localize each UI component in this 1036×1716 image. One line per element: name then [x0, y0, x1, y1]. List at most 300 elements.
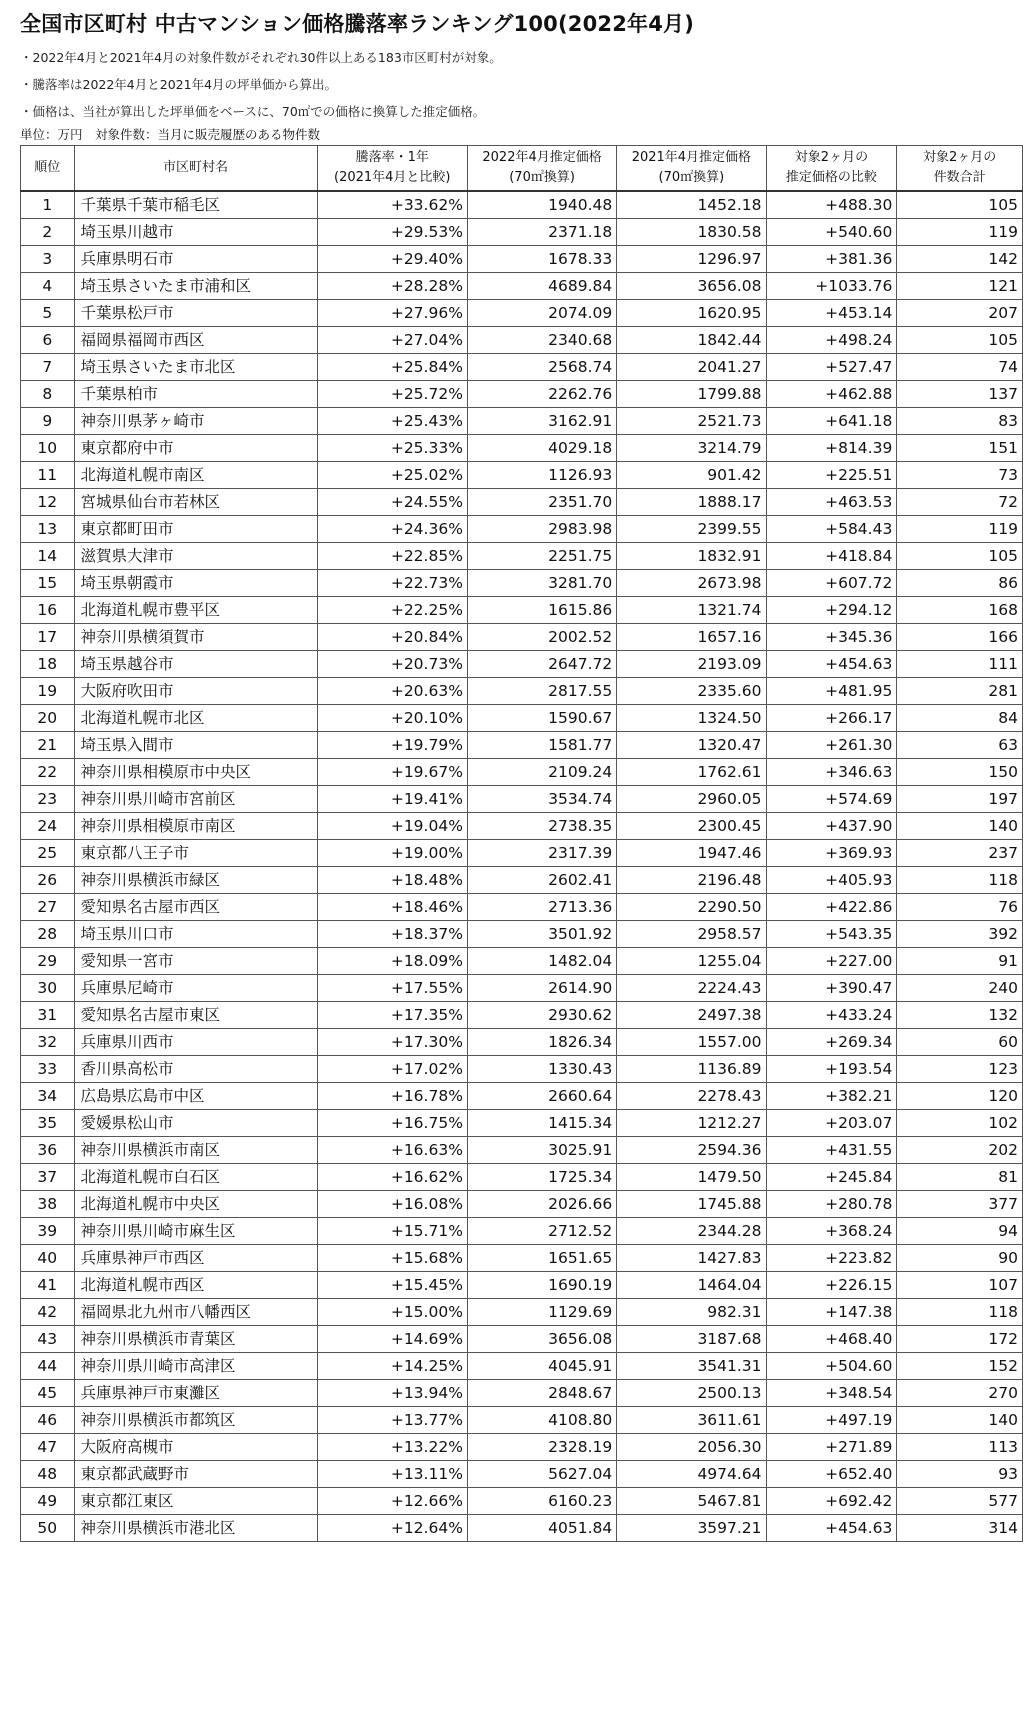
header-text-line: 2021年4月推定価格 [631, 150, 752, 165]
table-row [21, 1407, 1023, 1434]
price-2021-cell: 1452.18 [617, 191, 766, 219]
table-row [21, 354, 1023, 381]
municipality-cell: 神奈川県相模原市南区 [74, 813, 317, 840]
rank-cell: 28 [21, 921, 75, 948]
price-2022-cell: 1678.33 [467, 246, 616, 273]
municipality-cell: 千葉県松戸市 [74, 300, 317, 327]
municipality-cell: 兵庫県明石市 [74, 246, 317, 273]
price-2021-cell: 2594.36 [617, 1137, 766, 1164]
price-2022-cell: 1129.69 [467, 1299, 616, 1326]
price-diff-cell: +454.63 [766, 651, 897, 678]
municipality-cell: 兵庫県川西市 [74, 1029, 317, 1056]
table-row [21, 1326, 1023, 1353]
change-rate-cell: +16.78% [317, 1083, 467, 1110]
municipality-cell: 東京都府中市 [74, 435, 317, 462]
change-rate-cell: +22.73% [317, 570, 467, 597]
rank-cell: 12 [21, 489, 75, 516]
table-row [21, 1164, 1023, 1191]
price-2021-cell: 1832.91 [617, 543, 766, 570]
price-2022-cell: 2262.76 [467, 381, 616, 408]
price-2022-cell: 1826.34 [467, 1029, 616, 1056]
rank-cell: 25 [21, 840, 75, 867]
price-2022-cell: 2930.62 [467, 1002, 616, 1029]
price-diff-cell: +497.19 [766, 1407, 897, 1434]
table-row [21, 246, 1023, 273]
municipality-cell: 兵庫県神戸市西区 [74, 1245, 317, 1272]
price-2022-cell: 2002.52 [467, 624, 616, 651]
price-2021-cell: 1745.88 [617, 1191, 766, 1218]
municipality-cell: 千葉県柏市 [74, 381, 317, 408]
table-row [21, 678, 1023, 705]
price-2022-cell: 1615.86 [467, 597, 616, 624]
price-2021-cell: 1947.46 [617, 840, 766, 867]
change-rate-cell: +19.79% [317, 732, 467, 759]
count-cell: 83 [897, 408, 1023, 435]
municipality-cell: 神奈川県横浜市緑区 [74, 867, 317, 894]
price-diff-cell: +652.40 [766, 1461, 897, 1488]
municipality-cell: 埼玉県さいたま市北区 [74, 354, 317, 381]
price-2022-cell: 4051.84 [467, 1515, 616, 1542]
price-2022-cell: 2371.18 [467, 219, 616, 246]
change-rate-cell: +12.66% [317, 1488, 467, 1515]
price-2021-cell: 2300.45 [617, 813, 766, 840]
price-2022-cell: 2251.75 [467, 543, 616, 570]
rank-cell: 33 [21, 1056, 75, 1083]
price-2022-cell: 3534.74 [467, 786, 616, 813]
change-rate-cell: +14.25% [317, 1353, 467, 1380]
price-2021-cell: 2278.43 [617, 1083, 766, 1110]
change-rate-cell: +25.84% [317, 354, 467, 381]
table-row [21, 1488, 1023, 1515]
price-2021-cell: 2056.30 [617, 1434, 766, 1461]
note-line: ・騰落率は2022年4月と2021年4月の坪単価から算出。 [20, 77, 338, 92]
count-cell: 84 [897, 705, 1023, 732]
change-rate-cell: +17.02% [317, 1056, 467, 1083]
count-cell: 111 [897, 651, 1023, 678]
page-title: 全国市区町村 中古マンション価格騰落率ランキング100(2022年4月) [20, 12, 695, 36]
municipality-cell: 神奈川県川崎市高津区 [74, 1353, 317, 1380]
table-row [21, 435, 1023, 462]
rank-cell: 46 [21, 1407, 75, 1434]
count-cell: 81 [897, 1164, 1023, 1191]
table-row [21, 489, 1023, 516]
price-diff-cell: +227.00 [766, 948, 897, 975]
price-2021-cell: 2673.98 [617, 570, 766, 597]
price-2022-cell: 2614.90 [467, 975, 616, 1002]
table-row [21, 786, 1023, 813]
rank-cell: 50 [21, 1515, 75, 1542]
change-rate-cell: +22.85% [317, 543, 467, 570]
price-2021-cell: 1557.00 [617, 1029, 766, 1056]
price-diff-cell: +453.14 [766, 300, 897, 327]
change-rate-cell: +19.67% [317, 759, 467, 786]
price-2022-cell: 4029.18 [467, 435, 616, 462]
header-text-line: 推定価格の比較 [785, 170, 877, 185]
count-cell: 72 [897, 489, 1023, 516]
price-2022-cell: 2738.35 [467, 813, 616, 840]
count-cell: 121 [897, 273, 1023, 300]
price-2021-cell: 1255.04 [617, 948, 766, 975]
change-rate-cell: +19.41% [317, 786, 467, 813]
municipality-cell: 兵庫県神戸市東灘区 [74, 1380, 317, 1407]
municipality-cell: 神奈川県川崎市麻生区 [74, 1218, 317, 1245]
table-row [21, 1434, 1023, 1461]
rank-cell: 36 [21, 1137, 75, 1164]
price-diff-cell: +692.42 [766, 1488, 897, 1515]
change-rate-cell: +13.22% [317, 1434, 467, 1461]
price-2022-cell: 2074.09 [467, 300, 616, 327]
count-cell: 119 [897, 516, 1023, 543]
rank-cell: 31 [21, 1002, 75, 1029]
price-diff-cell: +433.24 [766, 1002, 897, 1029]
price-2022-cell: 2109.24 [467, 759, 616, 786]
price-diff-cell: +266.17 [766, 705, 897, 732]
count-cell: 93 [897, 1461, 1023, 1488]
rank-cell: 24 [21, 813, 75, 840]
change-rate-cell: +27.04% [317, 327, 467, 354]
rank-cell: 27 [21, 894, 75, 921]
table-row [21, 1191, 1023, 1218]
header-change-rate [317, 146, 467, 192]
table-row [21, 975, 1023, 1002]
table-row [21, 894, 1023, 921]
change-rate-cell: +17.55% [317, 975, 467, 1002]
table-row [21, 543, 1023, 570]
price-2022-cell: 3025.91 [467, 1137, 616, 1164]
count-cell: 76 [897, 894, 1023, 921]
table-row [21, 1002, 1023, 1029]
change-rate-cell: +19.00% [317, 840, 467, 867]
note-line: ・2022年4月と2021年4月の対象件数がそれぞれ30件以上ある183市区町村が対象。 [20, 50, 502, 65]
change-rate-cell: +17.30% [317, 1029, 467, 1056]
price-diff-cell: +422.86 [766, 894, 897, 921]
municipality-cell: 広島県広島市中区 [74, 1083, 317, 1110]
rank-cell: 22 [21, 759, 75, 786]
change-rate-cell: +25.33% [317, 435, 467, 462]
table-row [21, 273, 1023, 300]
table-row [21, 381, 1023, 408]
price-diff-cell: +488.30 [766, 191, 897, 219]
table-row [21, 462, 1023, 489]
price-2022-cell: 1330.43 [467, 1056, 616, 1083]
municipality-cell: 福岡県北九州市八幡西区 [74, 1299, 317, 1326]
header-text-line: 騰落率・1年 [355, 150, 429, 165]
rank-cell: 8 [21, 381, 75, 408]
table-row [21, 300, 1023, 327]
price-diff-cell: +346.63 [766, 759, 897, 786]
table-row [21, 948, 1023, 975]
price-2022-cell: 6160.23 [467, 1488, 616, 1515]
price-diff-cell: +269.34 [766, 1029, 897, 1056]
change-rate-cell: +18.09% [317, 948, 467, 975]
rank-cell: 45 [21, 1380, 75, 1407]
count-cell: 118 [897, 867, 1023, 894]
change-rate-cell: +18.37% [317, 921, 467, 948]
price-2022-cell: 1690.19 [467, 1272, 616, 1299]
municipality-cell: 埼玉県朝霞市 [74, 570, 317, 597]
rank-cell: 29 [21, 948, 75, 975]
price-2021-cell: 3187.68 [617, 1326, 766, 1353]
change-rate-cell: +17.35% [317, 1002, 467, 1029]
price-2022-cell: 1581.77 [467, 732, 616, 759]
rank-cell: 14 [21, 543, 75, 570]
table-row [21, 651, 1023, 678]
count-cell: 152 [897, 1353, 1023, 1380]
count-cell: 119 [897, 219, 1023, 246]
municipality-cell: 北海道札幌市西区 [74, 1272, 317, 1299]
rank-cell: 30 [21, 975, 75, 1002]
price-diff-cell: +641.18 [766, 408, 897, 435]
rank-cell: 39 [21, 1218, 75, 1245]
price-2021-cell: 3597.21 [617, 1515, 766, 1542]
municipality-cell: 宮城県仙台市若林区 [74, 489, 317, 516]
count-cell: 105 [897, 191, 1023, 219]
count-cell: 142 [897, 246, 1023, 273]
count-cell: 151 [897, 435, 1023, 462]
price-2021-cell: 1324.50 [617, 705, 766, 732]
price-2022-cell: 2026.66 [467, 1191, 616, 1218]
count-cell: 237 [897, 840, 1023, 867]
change-rate-cell: +24.55% [317, 489, 467, 516]
price-diff-cell: +498.24 [766, 327, 897, 354]
change-rate-cell: +20.84% [317, 624, 467, 651]
table-body [21, 191, 1023, 1542]
price-2022-cell: 2568.74 [467, 354, 616, 381]
price-2021-cell: 2958.57 [617, 921, 766, 948]
table-row [21, 867, 1023, 894]
table-row [21, 327, 1023, 354]
price-diff-cell: +418.84 [766, 543, 897, 570]
municipality-cell: 愛媛県松山市 [74, 1110, 317, 1137]
header-price-2021 [617, 146, 766, 192]
count-cell: 270 [897, 1380, 1023, 1407]
municipality-cell: 埼玉県川口市 [74, 921, 317, 948]
price-2021-cell: 2041.27 [617, 354, 766, 381]
count-cell: 60 [897, 1029, 1023, 1056]
rank-cell: 47 [21, 1434, 75, 1461]
price-2021-cell: 2497.38 [617, 1002, 766, 1029]
count-cell: 137 [897, 381, 1023, 408]
table-row [21, 516, 1023, 543]
count-cell: 197 [897, 786, 1023, 813]
count-cell: 90 [897, 1245, 1023, 1272]
count-cell: 91 [897, 948, 1023, 975]
price-diff-cell: +226.15 [766, 1272, 897, 1299]
change-rate-cell: +13.94% [317, 1380, 467, 1407]
price-2022-cell: 2317.39 [467, 840, 616, 867]
table-row [21, 921, 1023, 948]
municipality-cell: 神奈川県横須賀市 [74, 624, 317, 651]
table-row [21, 570, 1023, 597]
table-row [21, 1083, 1023, 1110]
price-2021-cell: 1799.88 [617, 381, 766, 408]
price-diff-cell: +203.07 [766, 1110, 897, 1137]
rank-cell: 19 [21, 678, 75, 705]
price-diff-cell: +543.35 [766, 921, 897, 948]
price-2022-cell: 1126.93 [467, 462, 616, 489]
price-2022-cell: 1725.34 [467, 1164, 616, 1191]
price-diff-cell: +462.88 [766, 381, 897, 408]
header-text-line: 2022年4月推定価格 [482, 150, 602, 165]
price-2021-cell: 4974.64 [617, 1461, 766, 1488]
price-2022-cell: 2712.52 [467, 1218, 616, 1245]
rank-cell: 5 [21, 300, 75, 327]
price-diff-cell: +390.47 [766, 975, 897, 1002]
price-2022-cell: 2713.36 [467, 894, 616, 921]
table-header [21, 146, 1023, 192]
count-cell: 240 [897, 975, 1023, 1002]
municipality-cell: 埼玉県川越市 [74, 219, 317, 246]
municipality-cell: 大阪府高槻市 [74, 1434, 317, 1461]
count-cell: 207 [897, 300, 1023, 327]
rank-cell: 15 [21, 570, 75, 597]
change-rate-cell: +22.25% [317, 597, 467, 624]
table-row [21, 1515, 1023, 1542]
change-rate-cell: +29.40% [317, 246, 467, 273]
price-2021-cell: 2193.09 [617, 651, 766, 678]
count-cell: 94 [897, 1218, 1023, 1245]
price-diff-cell: +437.90 [766, 813, 897, 840]
table-row [21, 1299, 1023, 1326]
change-rate-cell: +16.63% [317, 1137, 467, 1164]
municipality-cell: 東京都江東区 [74, 1488, 317, 1515]
rank-cell: 16 [21, 597, 75, 624]
table-row [21, 1029, 1023, 1056]
rank-cell: 1 [21, 191, 75, 219]
municipality-cell: 埼玉県入間市 [74, 732, 317, 759]
price-2021-cell: 3541.31 [617, 1353, 766, 1380]
price-2022-cell: 1415.34 [467, 1110, 616, 1137]
price-2021-cell: 2344.28 [617, 1218, 766, 1245]
price-diff-cell: +348.54 [766, 1380, 897, 1407]
price-diff-cell: +368.24 [766, 1218, 897, 1245]
rank-cell: 11 [21, 462, 75, 489]
price-2021-cell: 2399.55 [617, 516, 766, 543]
rank-cell: 17 [21, 624, 75, 651]
table-row [21, 597, 1023, 624]
count-cell: 314 [897, 1515, 1023, 1542]
price-2021-cell: 1427.83 [617, 1245, 766, 1272]
price-diff-cell: +280.78 [766, 1191, 897, 1218]
municipality-cell: 神奈川県相模原市中央区 [74, 759, 317, 786]
price-diff-cell: +481.95 [766, 678, 897, 705]
table-row [21, 624, 1023, 651]
rank-cell: 35 [21, 1110, 75, 1137]
municipality-cell: 香川県高松市 [74, 1056, 317, 1083]
change-rate-cell: +16.62% [317, 1164, 467, 1191]
rank-cell: 7 [21, 354, 75, 381]
price-2021-cell: 5467.81 [617, 1488, 766, 1515]
price-2022-cell: 3162.91 [467, 408, 616, 435]
table-row [21, 1353, 1023, 1380]
change-rate-cell: +16.08% [317, 1191, 467, 1218]
change-rate-cell: +16.75% [317, 1110, 467, 1137]
change-rate-cell: +13.77% [317, 1407, 467, 1434]
price-diff-cell: +463.53 [766, 489, 897, 516]
rank-cell: 23 [21, 786, 75, 813]
change-rate-cell: +15.00% [317, 1299, 467, 1326]
rank-cell: 26 [21, 867, 75, 894]
table-row [21, 732, 1023, 759]
table-row [21, 813, 1023, 840]
table-row [21, 1056, 1023, 1083]
municipality-cell: 千葉県千葉市稲毛区 [74, 191, 317, 219]
municipality-cell: 神奈川県横浜市都筑区 [74, 1407, 317, 1434]
price-2022-cell: 4108.80 [467, 1407, 616, 1434]
rank-cell: 4 [21, 273, 75, 300]
header-text-line: 順位 [34, 160, 61, 175]
municipality-cell: 埼玉県越谷市 [74, 651, 317, 678]
price-2021-cell: 1657.16 [617, 624, 766, 651]
count-cell: 74 [897, 354, 1023, 381]
price-diff-cell: +431.55 [766, 1137, 897, 1164]
header-text-line: (70㎡換算) [509, 170, 575, 185]
municipality-cell: 北海道札幌市白石区 [74, 1164, 317, 1191]
price-diff-cell: +468.40 [766, 1326, 897, 1353]
municipality-cell: 東京都武蔵野市 [74, 1461, 317, 1488]
price-2022-cell: 1590.67 [467, 705, 616, 732]
price-2021-cell: 1464.04 [617, 1272, 766, 1299]
price-2021-cell: 3214.79 [617, 435, 766, 462]
price-diff-cell: +345.36 [766, 624, 897, 651]
price-2021-cell: 2335.60 [617, 678, 766, 705]
municipality-cell: 愛知県名古屋市西区 [74, 894, 317, 921]
header-text-line: 対象2ヶ月の [923, 150, 997, 165]
change-rate-cell: +15.68% [317, 1245, 467, 1272]
unit-line: 単位：万円 対象件数：当月に販売履歴のある物件数 [20, 127, 321, 142]
price-diff-cell: +504.60 [766, 1353, 897, 1380]
change-rate-cell: +19.04% [317, 813, 467, 840]
count-cell: 202 [897, 1137, 1023, 1164]
municipality-cell: 神奈川県横浜市青葉区 [74, 1326, 317, 1353]
price-diff-cell: +381.36 [766, 246, 897, 273]
municipality-cell: 北海道札幌市豊平区 [74, 597, 317, 624]
price-2021-cell: 982.31 [617, 1299, 766, 1326]
price-diff-cell: +405.93 [766, 867, 897, 894]
municipality-cell: 北海道札幌市南区 [74, 462, 317, 489]
price-2021-cell: 2290.50 [617, 894, 766, 921]
header-text-line: 対象2ヶ月の [794, 150, 869, 165]
price-diff-cell: +223.82 [766, 1245, 897, 1272]
price-diff-cell: +540.60 [766, 219, 897, 246]
rank-cell: 13 [21, 516, 75, 543]
rank-cell: 40 [21, 1245, 75, 1272]
price-2022-cell: 2647.72 [467, 651, 616, 678]
count-cell: 105 [897, 543, 1023, 570]
rank-cell: 9 [21, 408, 75, 435]
municipality-cell: 兵庫県尼崎市 [74, 975, 317, 1002]
municipality-cell: 福岡県福岡市西区 [74, 327, 317, 354]
rank-cell: 21 [21, 732, 75, 759]
price-2021-cell: 2224.43 [617, 975, 766, 1002]
price-2022-cell: 2351.70 [467, 489, 616, 516]
price-2022-cell: 1940.48 [467, 191, 616, 219]
rank-cell: 38 [21, 1191, 75, 1218]
rank-cell: 2 [21, 219, 75, 246]
rank-cell: 43 [21, 1326, 75, 1353]
rank-cell: 6 [21, 327, 75, 354]
price-2021-cell: 1620.95 [617, 300, 766, 327]
table-row [21, 1137, 1023, 1164]
price-2021-cell: 1830.58 [617, 219, 766, 246]
header-text-line: 件数合計 [933, 170, 986, 185]
municipality-cell: 神奈川県茅ヶ崎市 [74, 408, 317, 435]
rank-cell: 20 [21, 705, 75, 732]
price-diff-cell: +607.72 [766, 570, 897, 597]
header-rank [21, 146, 75, 192]
rank-cell: 49 [21, 1488, 75, 1515]
count-cell: 168 [897, 597, 1023, 624]
